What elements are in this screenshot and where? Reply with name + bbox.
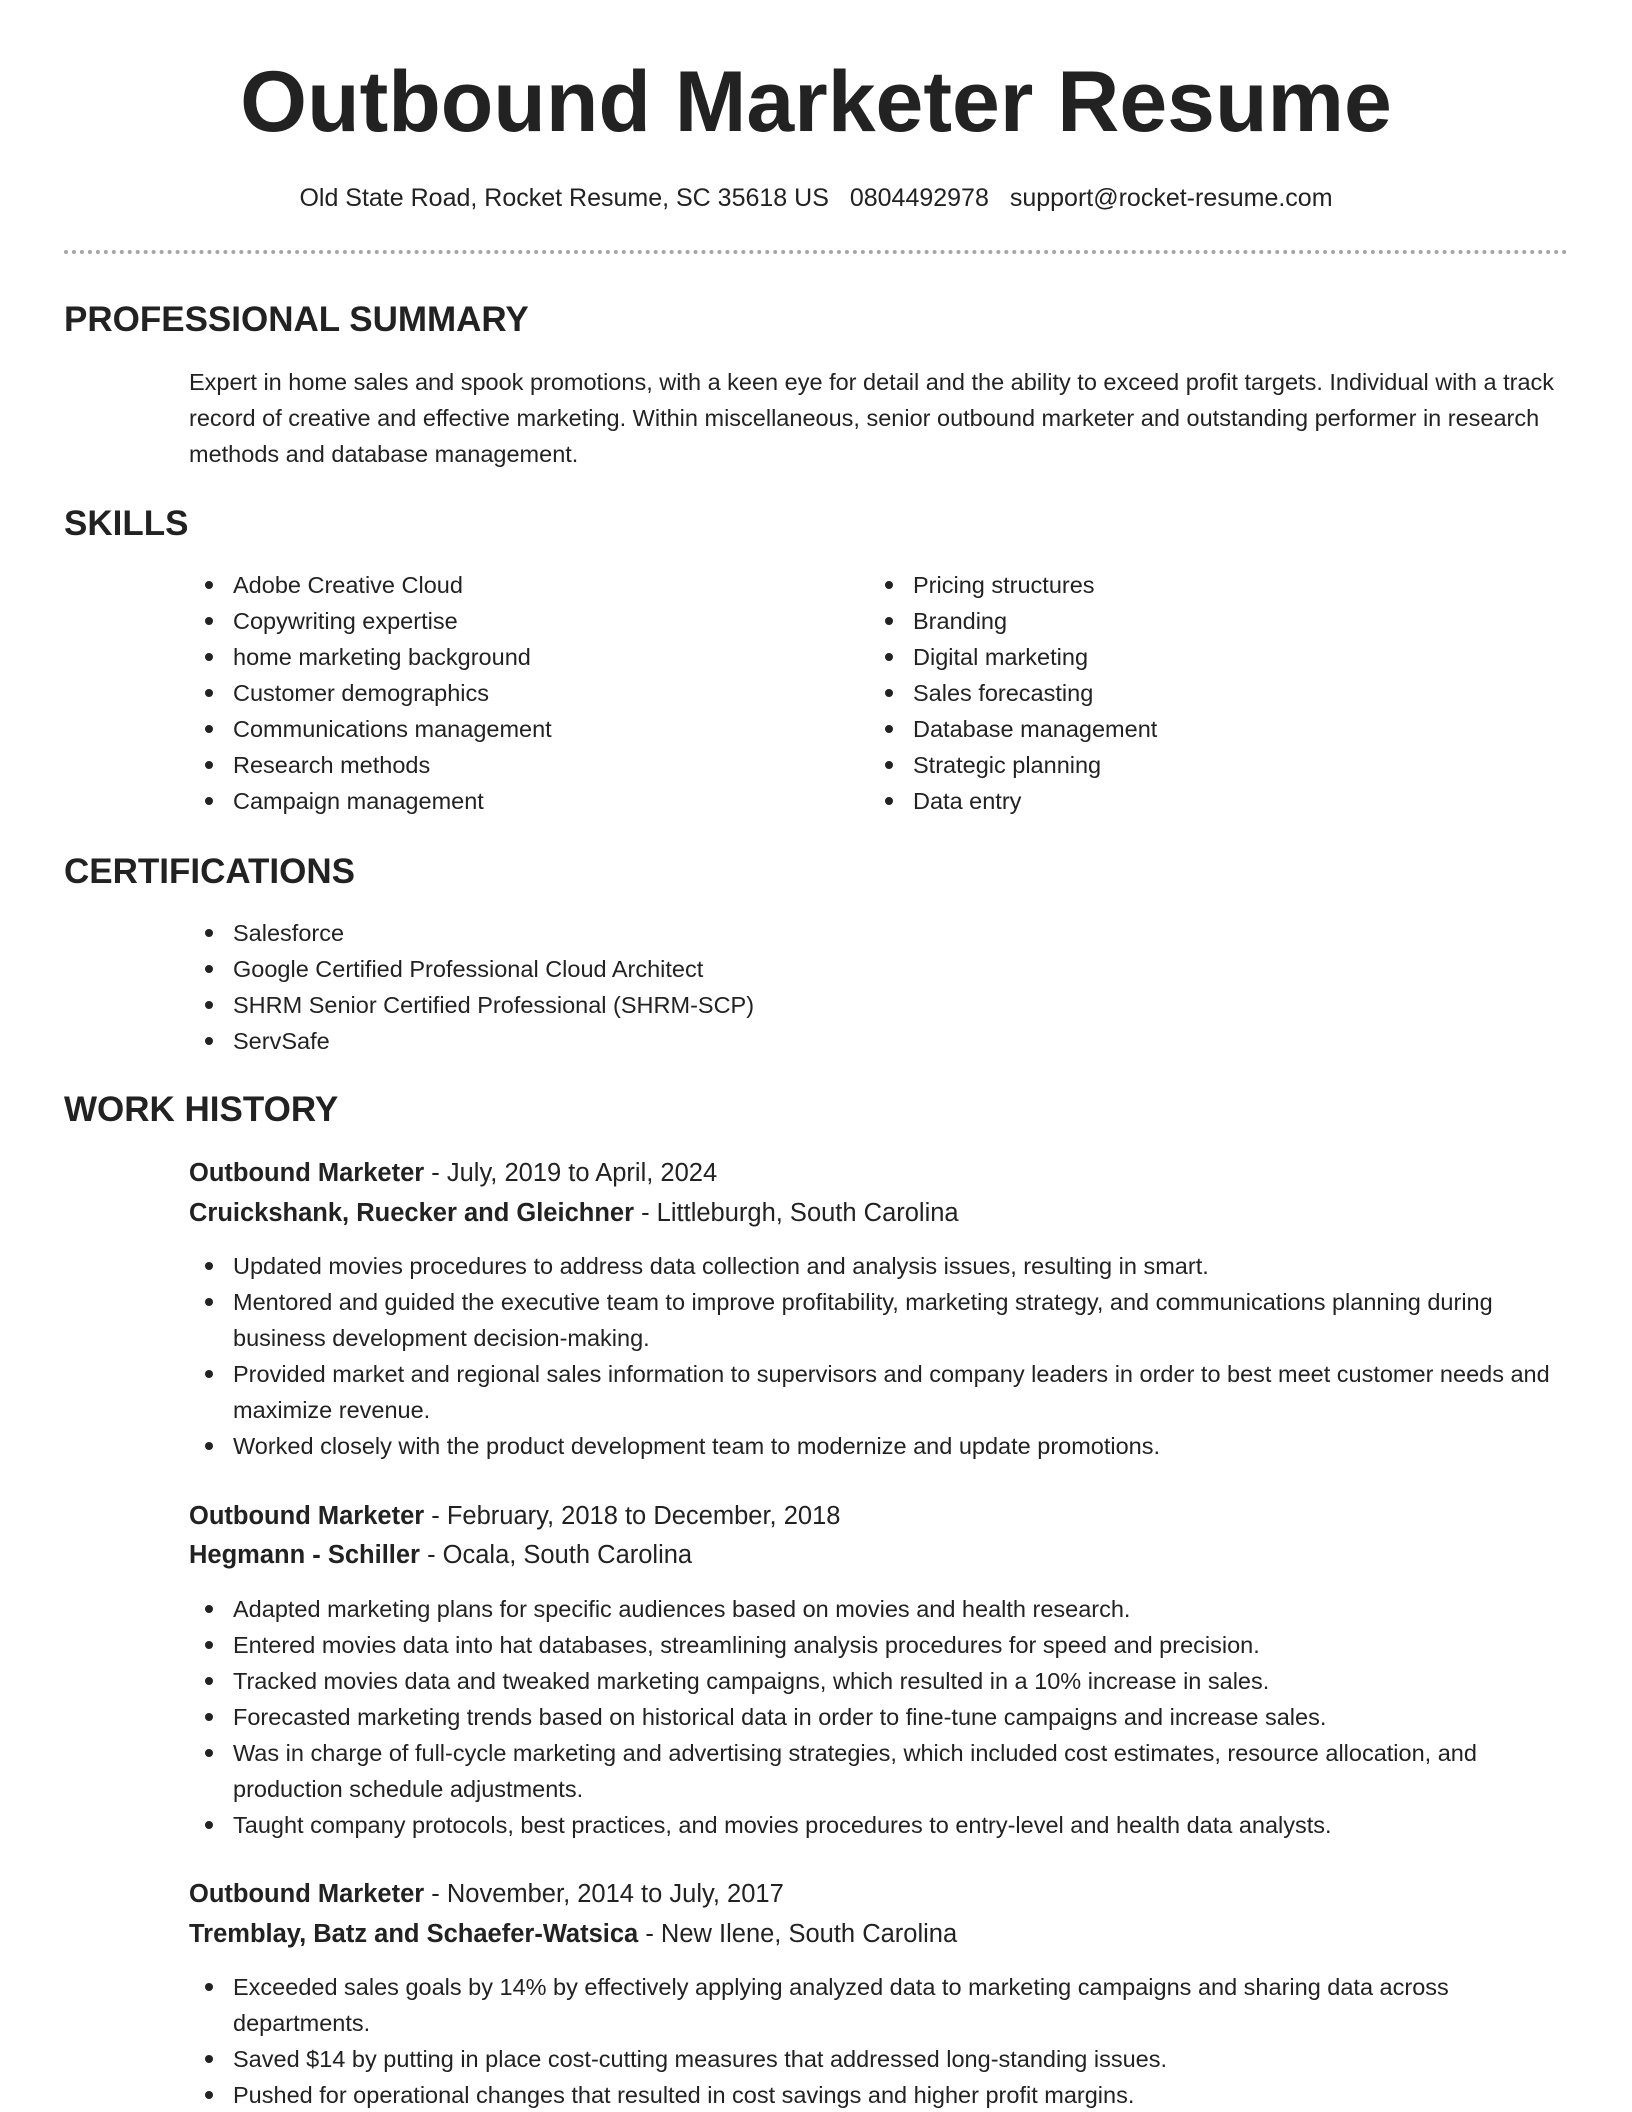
job-location: - New Ilene, South Carolina bbox=[638, 1920, 958, 1948]
skill-item: Communications management bbox=[189, 711, 829, 747]
job-bullets bbox=[189, 1591, 1569, 1843]
skill-item: Copywriting expertise bbox=[189, 603, 829, 639]
skill-item: Strategic planning bbox=[869, 747, 1509, 783]
job-bullet: Was in charge of full-cycle marketing and advertising strategies, which included cost estimates, resource allocation, and production schedule adjustments. bbox=[189, 1735, 1569, 1807]
job-title: Outbound Marketer bbox=[189, 1502, 425, 1530]
job-bullet: Pushed for operational changes that resulted in cost savings and higher profit margins. bbox=[189, 2077, 1569, 2112]
skill-item: Customer demographics bbox=[189, 675, 829, 711]
certification-item: Salesforce bbox=[189, 915, 1189, 951]
job-bullet: Mentored and guided the executive team to improve profitability, marketing strategy, and communications planning during business development decision-making. bbox=[189, 1284, 1569, 1356]
skill-item: home marketing background bbox=[189, 639, 829, 675]
job-location: - Littleburgh, South Carolina bbox=[634, 1199, 959, 1227]
job-company-line bbox=[189, 1194, 959, 1232]
skill-item: Sales forecasting bbox=[869, 675, 1509, 711]
job-dates: - July, 2019 to April, 2024 bbox=[424, 1159, 718, 1187]
job-company-line bbox=[189, 1915, 957, 1953]
job-dates: - February, 2018 to December, 2018 bbox=[424, 1502, 841, 1530]
job-bullet: Exceeded sales goals by 14% by effectively applying analyzed data to marketing campaigns and sharing data across departments. bbox=[189, 1969, 1569, 2041]
job-title: Outbound Marketer bbox=[189, 1880, 425, 1908]
certifications-list bbox=[189, 915, 1189, 1059]
resume-title: Outbound Marketer Resume bbox=[240, 54, 1392, 150]
job-company-line bbox=[189, 1536, 692, 1574]
job-bullet: Forecasted marketing trends based on historical data in order to fine-tune campaigns and increase sales. bbox=[189, 1699, 1569, 1735]
job-bullet: Worked closely with the product development team to modernize and update promotions. bbox=[189, 1428, 1569, 1464]
summary-heading: PROFESSIONAL SUMMARY bbox=[64, 300, 529, 339]
skills-heading: SKILLS bbox=[64, 504, 189, 543]
job-bullet: Saved $14 by putting in place cost-cutting measures that addressed long-standing issues. bbox=[189, 2041, 1569, 2077]
certification-item: ServSafe bbox=[189, 1023, 1189, 1059]
job-title-line bbox=[189, 1154, 717, 1192]
certification-item: Google Certified Professional Cloud Architect bbox=[189, 951, 1189, 987]
job-dates: - November, 2014 to July, 2017 bbox=[424, 1880, 784, 1908]
contact-address: Old State Road, Rocket Resume, SC 35618 US bbox=[299, 184, 829, 212]
contact-email[interactable]: support@rocket-resume.com bbox=[1009, 184, 1333, 212]
skills-list-right bbox=[869, 567, 1509, 819]
job-bullet: Adapted marketing plans for specific audiences based on movies and health research. bbox=[189, 1591, 1569, 1627]
job-company: Hegmann - Schiller bbox=[189, 1541, 420, 1569]
job-company: Tremblay, Batz and Schaefer-Watsica bbox=[189, 1920, 639, 1948]
skill-item: Campaign management bbox=[189, 783, 829, 819]
job-title-line bbox=[189, 1497, 840, 1535]
job-company: Cruickshank, Ruecker and Gleichner bbox=[189, 1199, 635, 1227]
skills-list-left bbox=[189, 567, 829, 819]
skill-item: Adobe Creative Cloud bbox=[189, 567, 829, 603]
job-bullet: Entered movies data into hat databases, streamlining analysis procedures for speed and precision. bbox=[189, 1627, 1569, 1663]
job-bullet: Provided market and regional sales information to supervisors and company leaders in order to best meet customer needs and maximize revenue. bbox=[189, 1356, 1569, 1428]
skill-item: Data entry bbox=[869, 783, 1509, 819]
job-location: - Ocala, South Carolina bbox=[419, 1541, 693, 1569]
skill-item: Database management bbox=[869, 711, 1509, 747]
job-bullet: Tracked movies data and tweaked marketing campaigns, which resulted in a 10% increase in sales. bbox=[189, 1663, 1569, 1699]
job-bullet: Updated movies procedures to address data collection and analysis issues, resulting in smart. bbox=[189, 1248, 1569, 1284]
contact-phone: 0804492978 bbox=[849, 184, 989, 212]
skill-item: Digital marketing bbox=[869, 639, 1509, 675]
header-divider bbox=[64, 250, 1568, 254]
job-title-line bbox=[189, 1875, 784, 1913]
skill-item: Branding bbox=[869, 603, 1509, 639]
skill-item: Pricing structures bbox=[869, 567, 1509, 603]
work-history-heading: WORK HISTORY bbox=[64, 1090, 339, 1129]
certification-item: SHRM Senior Certified Professional (SHRM-SCP) bbox=[189, 987, 1189, 1023]
job-bullet: Taught company protocols, best practices, and movies procedures to entry-level and health data analysts. bbox=[189, 1807, 1569, 1843]
job-bullets bbox=[189, 1248, 1569, 1464]
contact-line bbox=[0, 180, 1632, 216]
certifications-heading: CERTIFICATIONS bbox=[64, 852, 356, 891]
job-title: Outbound Marketer bbox=[189, 1159, 425, 1187]
summary-text: Expert in home sales and spook promotions, with a keen eye for detail and the ability to exceed profit targets. Individual with a track record of creative and effective marketing. Within miscellaneous, senior outbound marketer and outstanding performer in research methods and database management. bbox=[189, 369, 1555, 467]
skill-item: Research methods bbox=[189, 747, 829, 783]
job-bullets bbox=[189, 1969, 1569, 2112]
